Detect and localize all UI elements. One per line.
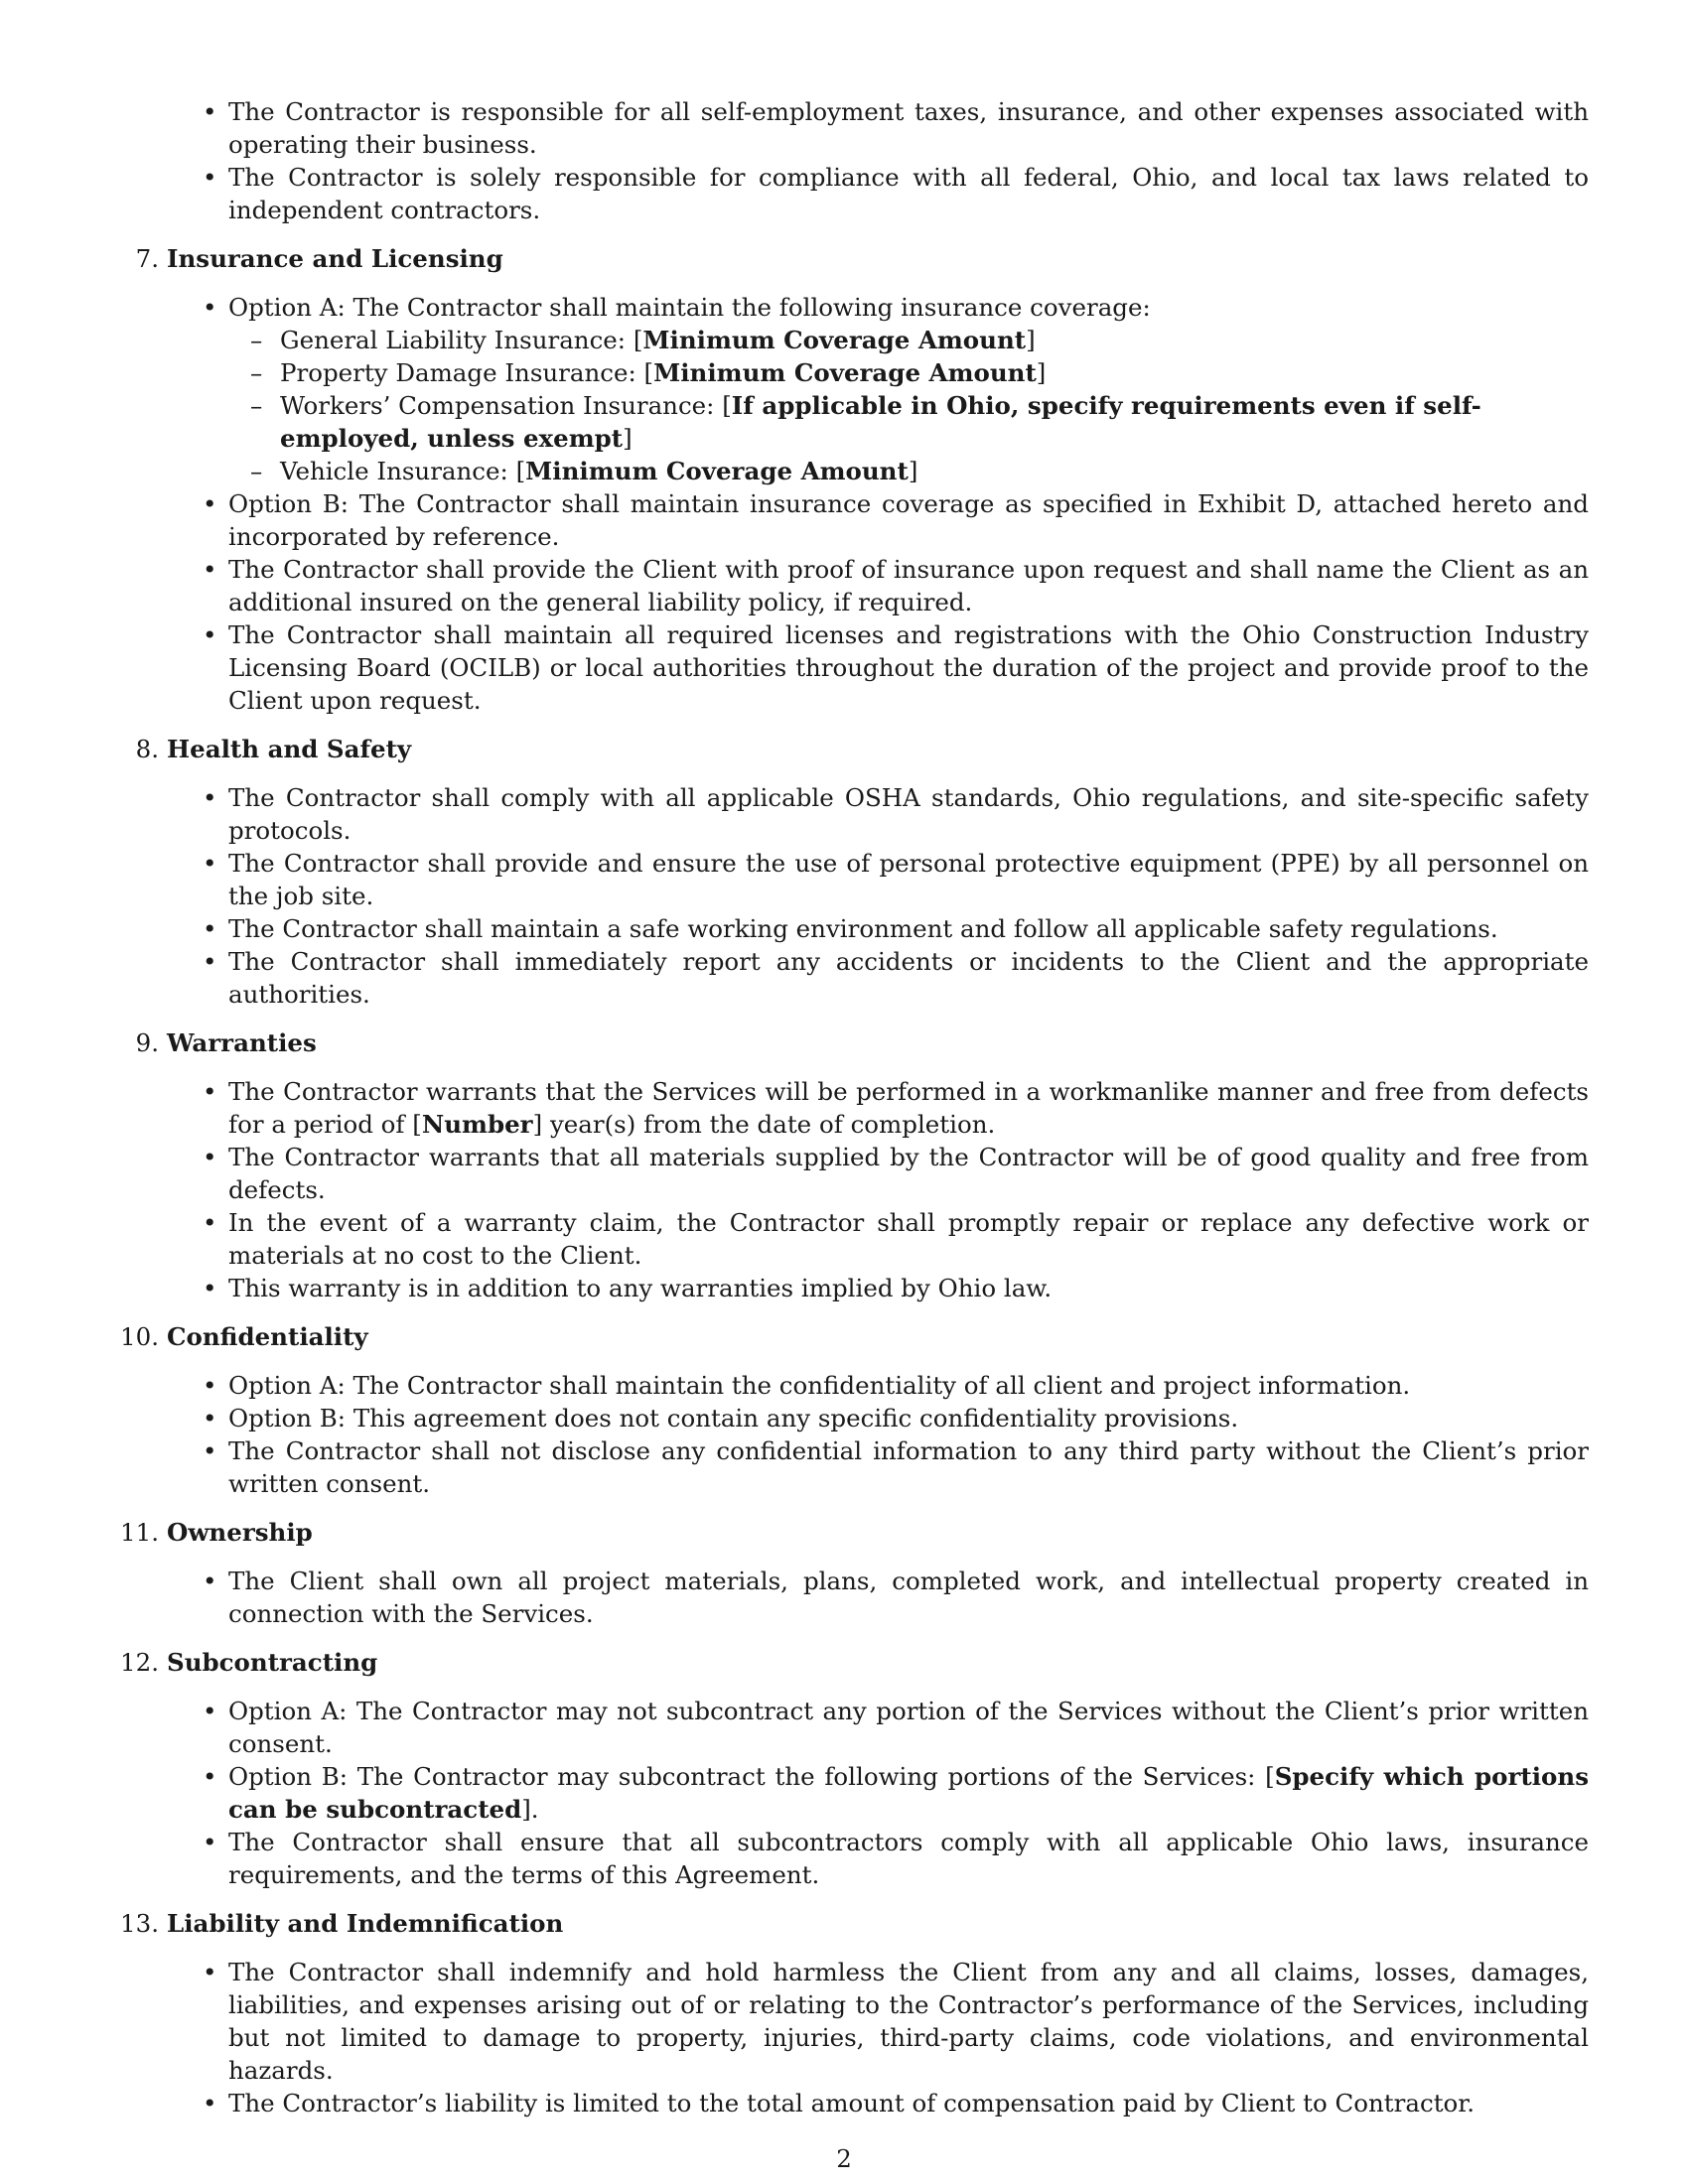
section-heading (135, 242, 1589, 275)
sub-list-item: – Property Damage Insurance: [Minimum Coverage Amount] (228, 356, 1589, 389)
bullet-list (167, 1075, 1589, 1304)
text-run: Option B: The Contractor may subcontract the following portions of the Services: [ (228, 1762, 1275, 1791)
section-number: 13. (120, 1909, 159, 1938)
section-number: 8. (135, 735, 159, 763)
list-item: • Option B: This agreement does not contain any specific confidentiality provisions. (167, 1402, 1589, 1434)
bullet-list (167, 1369, 1589, 1500)
list-item: • The Client shall own all project materials, plans, completed work, and intellectual property created in connection with the Services. (167, 1565, 1589, 1630)
section-insurance-licensing (135, 242, 1589, 717)
list-item: • The Contractor is responsible for all self-employment taxes, insurance, and other expenses associated with operating their business. (167, 95, 1589, 161)
section-warranties (135, 1026, 1589, 1304)
text-run: ]. (521, 1795, 539, 1824)
section-heading (120, 1646, 1589, 1679)
section-number: 11. (120, 1518, 159, 1547)
list-item: • The Contractor shall indemnify and hold harmless the Client from any and all claims, losses, damages, liabilities, and expenses arising out of or relating to the Contractor’s performance of the Services, including but not limited to damage to property, injuries, third-party claims, code violations, and environmental hazards. (167, 1956, 1589, 2087)
section-liability-indemnification (120, 1907, 1589, 2119)
sub-list-item: – General Liability Insurance: [Minimum Coverage Amount] (228, 324, 1589, 356)
section-title: Health and Safety (167, 735, 412, 763)
list-item: • Option A: The Contractor shall maintain the confidentiality of all client and project information. (167, 1369, 1589, 1402)
placeholder-value: Number (421, 1110, 533, 1139)
section-title: Ownership (167, 1518, 313, 1547)
section-heading (120, 1907, 1589, 1940)
list-item: • The Contractor shall maintain all required licenses and registrations with the Ohio Construction Industry Licensing Board (OCILB) or local authorities throughout the duration of the project and provide proof to the Client upon request. (167, 618, 1589, 717)
coverage-label: Vehicle Insurance: (280, 457, 508, 485)
section-title: Confidentiality (167, 1322, 368, 1351)
sub-list-item: – Vehicle Insurance: [Minimum Coverage Amount] (228, 455, 1589, 487)
list-item: • The Contractor warrants that all materials supplied by the Contractor will be of good quality and free from defects. (167, 1141, 1589, 1206)
placeholder-value: Minimum Coverage Amount (653, 358, 1037, 387)
list-item (167, 1760, 1589, 1826)
sub-list-item: – Workers’ Compensation Insurance: [If applicable in Ohio, specify requirements even if self-employed, unless exempt] (228, 389, 1589, 455)
text-run: ] year(s) from the date of completion. (532, 1110, 996, 1139)
coverage-label: Property Damage Insurance: (280, 358, 636, 387)
bullet-list (167, 291, 1589, 717)
bullet-list (167, 781, 1589, 1011)
section-title: Insurance and Licensing (167, 244, 503, 273)
section-health-safety (135, 733, 1589, 1011)
section-number: 9. (135, 1028, 159, 1057)
document-body (120, 95, 1589, 2119)
section-subcontracting (120, 1646, 1589, 1891)
section-number: 10. (120, 1322, 159, 1351)
list-item: • The Contractor shall immediately report any accidents or incidents to the Client and the appropriate authorities. (167, 945, 1589, 1011)
placeholder-value: Minimum Coverage Amount (642, 326, 1027, 354)
list-item: • In the event of a warranty claim, the Contractor shall promptly repair or replace any defective work or materials at no cost to the Client. (167, 1206, 1589, 1272)
section-heading (120, 1320, 1589, 1353)
list-item: • The Contractor’s liability is limited to the total amount of compensation paid by Client to Contractor. (167, 2087, 1589, 2119)
list-item: • The Contractor shall maintain a safe working environment and follow all applicable safety regulations. (167, 912, 1589, 945)
section-heading (135, 1026, 1589, 1059)
bullet-list (167, 1695, 1589, 1891)
placeholder-value: If applicable in Ohio, specify requirements even if self-employed, unless exempt (280, 391, 1481, 453)
page-number: 2 (836, 2144, 852, 2173)
list-item (167, 291, 1589, 487)
list-item: • The Contractor shall comply with all applicable OSHA standards, Ohio regulations, and site-specific safety protocols. (167, 781, 1589, 847)
text-run: The Contractor warrants that the Services will be performed in a workmanlike manner and free from defects for a period of [ (228, 1077, 1589, 1139)
section-title: Warranties (167, 1028, 317, 1057)
list-item: • Option B: The Contractor shall maintain insurance coverage as specified in Exhibit D, attached hereto and incorporated by reference. (167, 487, 1589, 553)
list-item: • Option A: The Contractor may not subcontract any portion of the Services without the Client’s prior written consent. (167, 1695, 1589, 1760)
list-item: • The Contractor shall provide and ensure the use of personal protective equipment (PPE) by all personnel on the job site. (167, 847, 1589, 912)
insurance-sublist (228, 324, 1589, 487)
section-confidentiality (120, 1320, 1589, 1500)
section-heading (135, 733, 1589, 765)
coverage-label: Workers’ Compensation Insurance: (280, 391, 715, 420)
section-number: 12. (120, 1648, 159, 1677)
coverage-label: General Liability Insurance: (280, 326, 627, 354)
section-title: Liability and Indemnification (167, 1909, 564, 1938)
list-item: • The Contractor is solely responsible for compliance with all federal, Ohio, and local tax laws related to independent contractors. (167, 161, 1589, 226)
placeholder-value: Minimum Coverage Amount (525, 457, 909, 485)
section-ownership (120, 1516, 1589, 1630)
list-item (167, 1075, 1589, 1141)
section-number: 7. (135, 244, 159, 273)
list-item: • The Contractor shall provide the Client with proof of insurance upon request and shall name the Client as an additional insured on the general liability policy, if required. (167, 553, 1589, 618)
bullet-list (167, 1565, 1589, 1630)
bullet-list (167, 1956, 1589, 2119)
option-a-text: Option A: The Contractor shall maintain the following insurance coverage: (228, 293, 1151, 322)
list-item: • The Contractor shall ensure that all subcontractors comply with all applicable Ohio laws, insurance requirements, and the terms of this Agreement. (167, 1826, 1589, 1891)
intro-bullet-list (167, 95, 1589, 226)
list-item: • The Contractor shall not disclose any confidential information to any third party without the Client’s prior written consent. (167, 1434, 1589, 1500)
placeholder-value: Specify which portions can be subcontracted (228, 1762, 1589, 1824)
list-item: • This warranty is in addition to any warranties implied by Ohio law. (167, 1272, 1589, 1304)
section-heading (120, 1516, 1589, 1549)
section-title: Subcontracting (167, 1648, 378, 1677)
